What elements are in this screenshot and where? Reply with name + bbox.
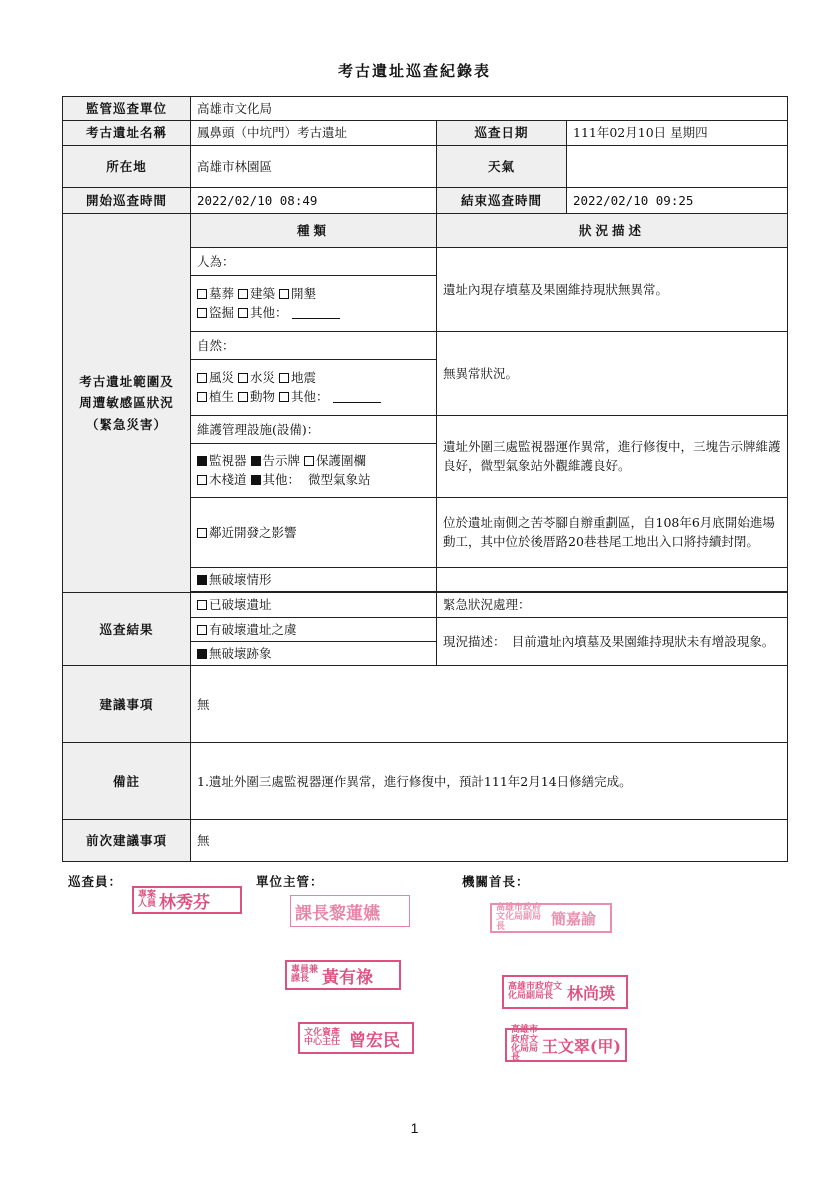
condition-label-line-2: 周遭敏感區狀況 (79, 395, 174, 411)
checkbox-burial[interactable]: 墓葬 (197, 286, 234, 301)
natural-heading: 自然： (191, 331, 437, 359)
condition-label-line-3: （緊急災害） (85, 416, 167, 432)
start-time-value: 2022/02/10 08:49 (191, 187, 437, 213)
checkbox-fence[interactable]: 保護圍欄 (304, 453, 366, 468)
checkbox-signboard[interactable]: 告示牌 (251, 453, 301, 468)
checkbox-risk-of-damage[interactable]: 有破壞遺址之虞 (191, 617, 437, 641)
natural-options (191, 359, 437, 415)
no-damage-empty-cell (437, 567, 788, 591)
specialist-stamp: 專員兼課長 黃有祿 (285, 960, 401, 990)
end-time-label: 結束巡查時間 (437, 187, 567, 213)
previous-suggestion-value: 無 (191, 820, 788, 862)
page-number: 1 (410, 1120, 419, 1136)
checkbox-earthquake[interactable]: 地震 (279, 370, 316, 385)
supervisor-label: 單位主管： (256, 874, 324, 889)
checkbox-vegetation[interactable]: 植生 (197, 389, 234, 404)
facility-other-value: 微型氣象站 (308, 472, 371, 488)
checkbox-looting[interactable]: 盜掘 (197, 305, 234, 320)
director-stamp: 高雄市政府文化局局長 王文翠(甲) (505, 1028, 627, 1062)
inspection-form-table (62, 96, 788, 862)
checkbox-reclamation[interactable]: 開墾 (279, 286, 316, 301)
inspection-date-value: 111年02月10日 星期四 (567, 121, 788, 145)
condition-label-line-1: 考古遺址範圍及 (79, 374, 174, 390)
form-title: 考古遺址巡查紀錄表 (337, 62, 491, 80)
checkbox-boardwalk[interactable]: 木棧道 (197, 472, 247, 487)
type-header: 種類 (191, 213, 437, 247)
checkbox-natural-other[interactable]: 其他： (279, 389, 329, 404)
description-header: 狀況描述 (437, 213, 788, 247)
previous-suggestion-label: 前次建議事項 (63, 820, 191, 862)
location-label: 所在地 (63, 145, 191, 187)
site-name-value: 鳳鼻頭（中坑門）考古遺址 (191, 121, 437, 145)
start-time-label: 開始巡查時間 (63, 187, 191, 213)
development-description: 位於遺址南側之苦苓腳自辦重劃區，自108年6月底開始進場動工，其中位於後厝路20巷巷尾工地出入口將持續封閉。 (437, 497, 788, 567)
human-options (191, 275, 437, 331)
weather-label: 天氣 (437, 145, 567, 187)
natural-description: 無異常狀況。 (437, 331, 788, 415)
facility-heading: 維護管理設施(設備)： (191, 415, 437, 443)
end-time-value: 2022/02/10 09:25 (567, 187, 788, 213)
natural-other-blank (333, 402, 381, 403)
remarks-label: 備註 (63, 743, 191, 820)
supervising-unit-label: 監管巡查單位 (63, 97, 191, 121)
checkbox-facility-other[interactable]: 其他： (251, 472, 301, 487)
checkbox-cctv[interactable]: 監視器 (197, 453, 247, 468)
inspector-label: 巡查員： (68, 874, 123, 889)
checkbox-flood[interactable]: 水災 (238, 370, 275, 385)
checkbox-construction[interactable]: 建築 (238, 286, 275, 301)
condition-section-label (63, 213, 191, 592)
checkbox-nearby-development[interactable]: 鄰近開發之影響 (191, 497, 437, 567)
agency-head-label: 機關首長： (462, 874, 530, 889)
location-value: 高雄市林園區 (191, 145, 437, 187)
inspector-stamp: 專案人員 林秀芬 (132, 886, 242, 914)
suggestion-label: 建議事項 (63, 666, 191, 743)
facility-options (191, 443, 437, 497)
weather-value (567, 145, 788, 187)
facility-description: 遺址外圍三處監視器運作異常，進行修復中，三塊告示牌維護良好，微型氣象站外觀維護良好。 (437, 415, 788, 497)
suggestion-value: 無 (191, 666, 788, 743)
checkbox-human-other[interactable]: 其他： (238, 305, 288, 320)
checkbox-animal[interactable]: 動物 (238, 389, 275, 404)
human-heading: 人為： (191, 247, 437, 275)
checkbox-typhoon[interactable]: 風災 (197, 370, 234, 385)
deputy-director-stamp-2: 高雄市政府文化局副局長 林尚瑛 (502, 975, 628, 1009)
site-name-label: 考古遺址名稱 (63, 121, 191, 145)
remarks-value: 1.遺址外圍三處監視器運作異常，進行修復中，預計111年2月14日修繕完成。 (191, 743, 788, 820)
inspection-date-label: 巡查日期 (437, 121, 567, 145)
checkbox-no-damage-situation[interactable]: 無破壞情形 (191, 567, 437, 591)
deputy-director-stamp-1: 高雄市政府文化局副局長 簡嘉諭 (490, 903, 612, 933)
human-other-blank (292, 318, 340, 319)
checkbox-no-damage-signs[interactable]: 無破壞跡象 (191, 641, 437, 665)
result-label: 巡查結果 (63, 593, 191, 666)
emergency-handling: 緊急狀況處理： (437, 593, 788, 617)
supervising-unit-value: 高雄市文化局 (191, 97, 788, 121)
human-description: 遺址內現存墳墓及果園維持現狀無異常。 (437, 247, 788, 331)
heritage-center-stamp: 文化資產中心主任 曾宏民 (298, 1022, 414, 1054)
section-chief-stamp: 課長黎蓮嬿 (290, 895, 410, 927)
current-status-description: 現況描述： 目前遺址內墳墓及果園維持現狀未有增設現象。 (437, 617, 788, 666)
checkbox-destroyed-site[interactable]: 已破壞遺址 (191, 593, 437, 617)
